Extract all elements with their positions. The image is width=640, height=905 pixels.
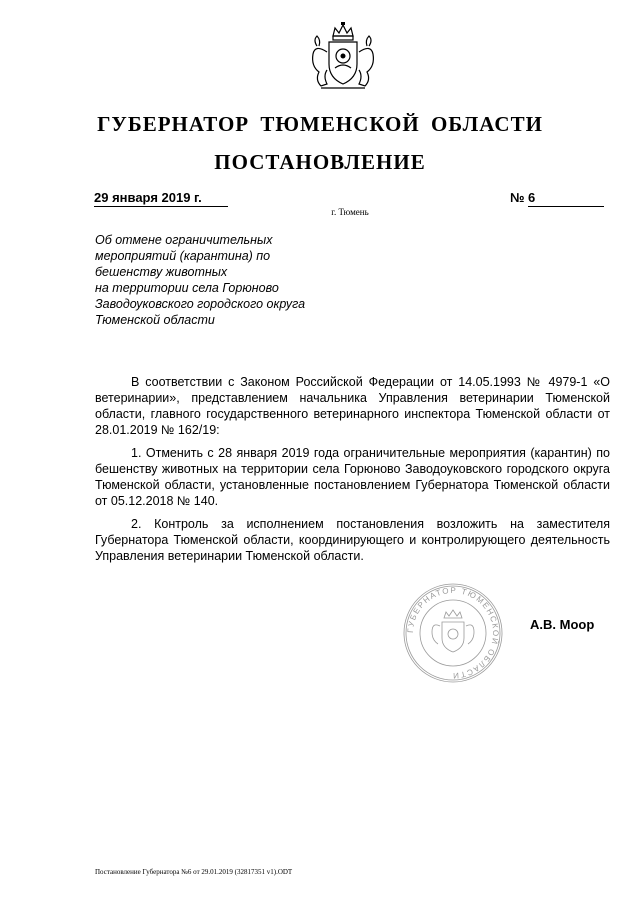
document-date: 29 января 2019 г. — [94, 190, 228, 207]
subject-line: Заводоуковского городского округа — [95, 297, 306, 311]
document-footer: Постановление Губернатора №6 от 29.01.2019 (32817351 v1).ODT — [95, 868, 293, 876]
subject-line: Об отмене ограничительных — [95, 233, 273, 247]
preamble-paragraph: В соответствии с Законом Российской Федерации от 14.05.1993 № 4979-1 «О ветеринарии», представлением начальника Управления ветеринарии Тюменской области, главного государственного ветеринарного инспектора Тюменской области от 28.01.2019 № 162/19: — [95, 375, 610, 437]
document-body — [95, 374, 610, 571]
document-number-label: № — [510, 190, 525, 205]
document-type-heading: ПОСТАНОВЛЕНИЕ — [214, 150, 426, 174]
seal-text: ГУБЕРНАТОР ТЮМЕНСКОЙ ОБЛАСТИ — [405, 585, 501, 681]
signer-name: А.В. Моор — [530, 617, 595, 632]
item-2-paragraph: 2. Контроль за исполнением постановления возложить на заместителя Губернатора Тюменской области, координирующего и контролирующего деятельность Управления ветеринарии Тюменской области. — [95, 517, 610, 563]
item-1-paragraph: 1. Отменить с 28 января 2019 года ограничительные мероприятия (карантин) по бешенству животных на территории села Горюново Заводоуковского городского округа Тюменской области, установленные постановлением Губернатора Тюменской области от 05.12.2018 № 140. — [95, 446, 610, 508]
subject-line: Тюменской области — [95, 313, 215, 327]
subject-line: бешенству животных — [95, 265, 228, 279]
document-subject — [95, 232, 395, 328]
city-label: г. Тюмень — [331, 207, 369, 217]
organization-title: ГУБЕРНАТОР ТЮМЕНСКОЙ ОБЛАСТИ — [97, 112, 543, 136]
official-seal-stamp — [402, 582, 504, 684]
subject-line: мероприятий (карантина) по — [95, 249, 271, 263]
subject-line: на территории села Горюново — [95, 281, 279, 295]
document-number: 6 — [528, 190, 604, 207]
coat-of-arms-emblem-icon — [305, 22, 381, 94]
